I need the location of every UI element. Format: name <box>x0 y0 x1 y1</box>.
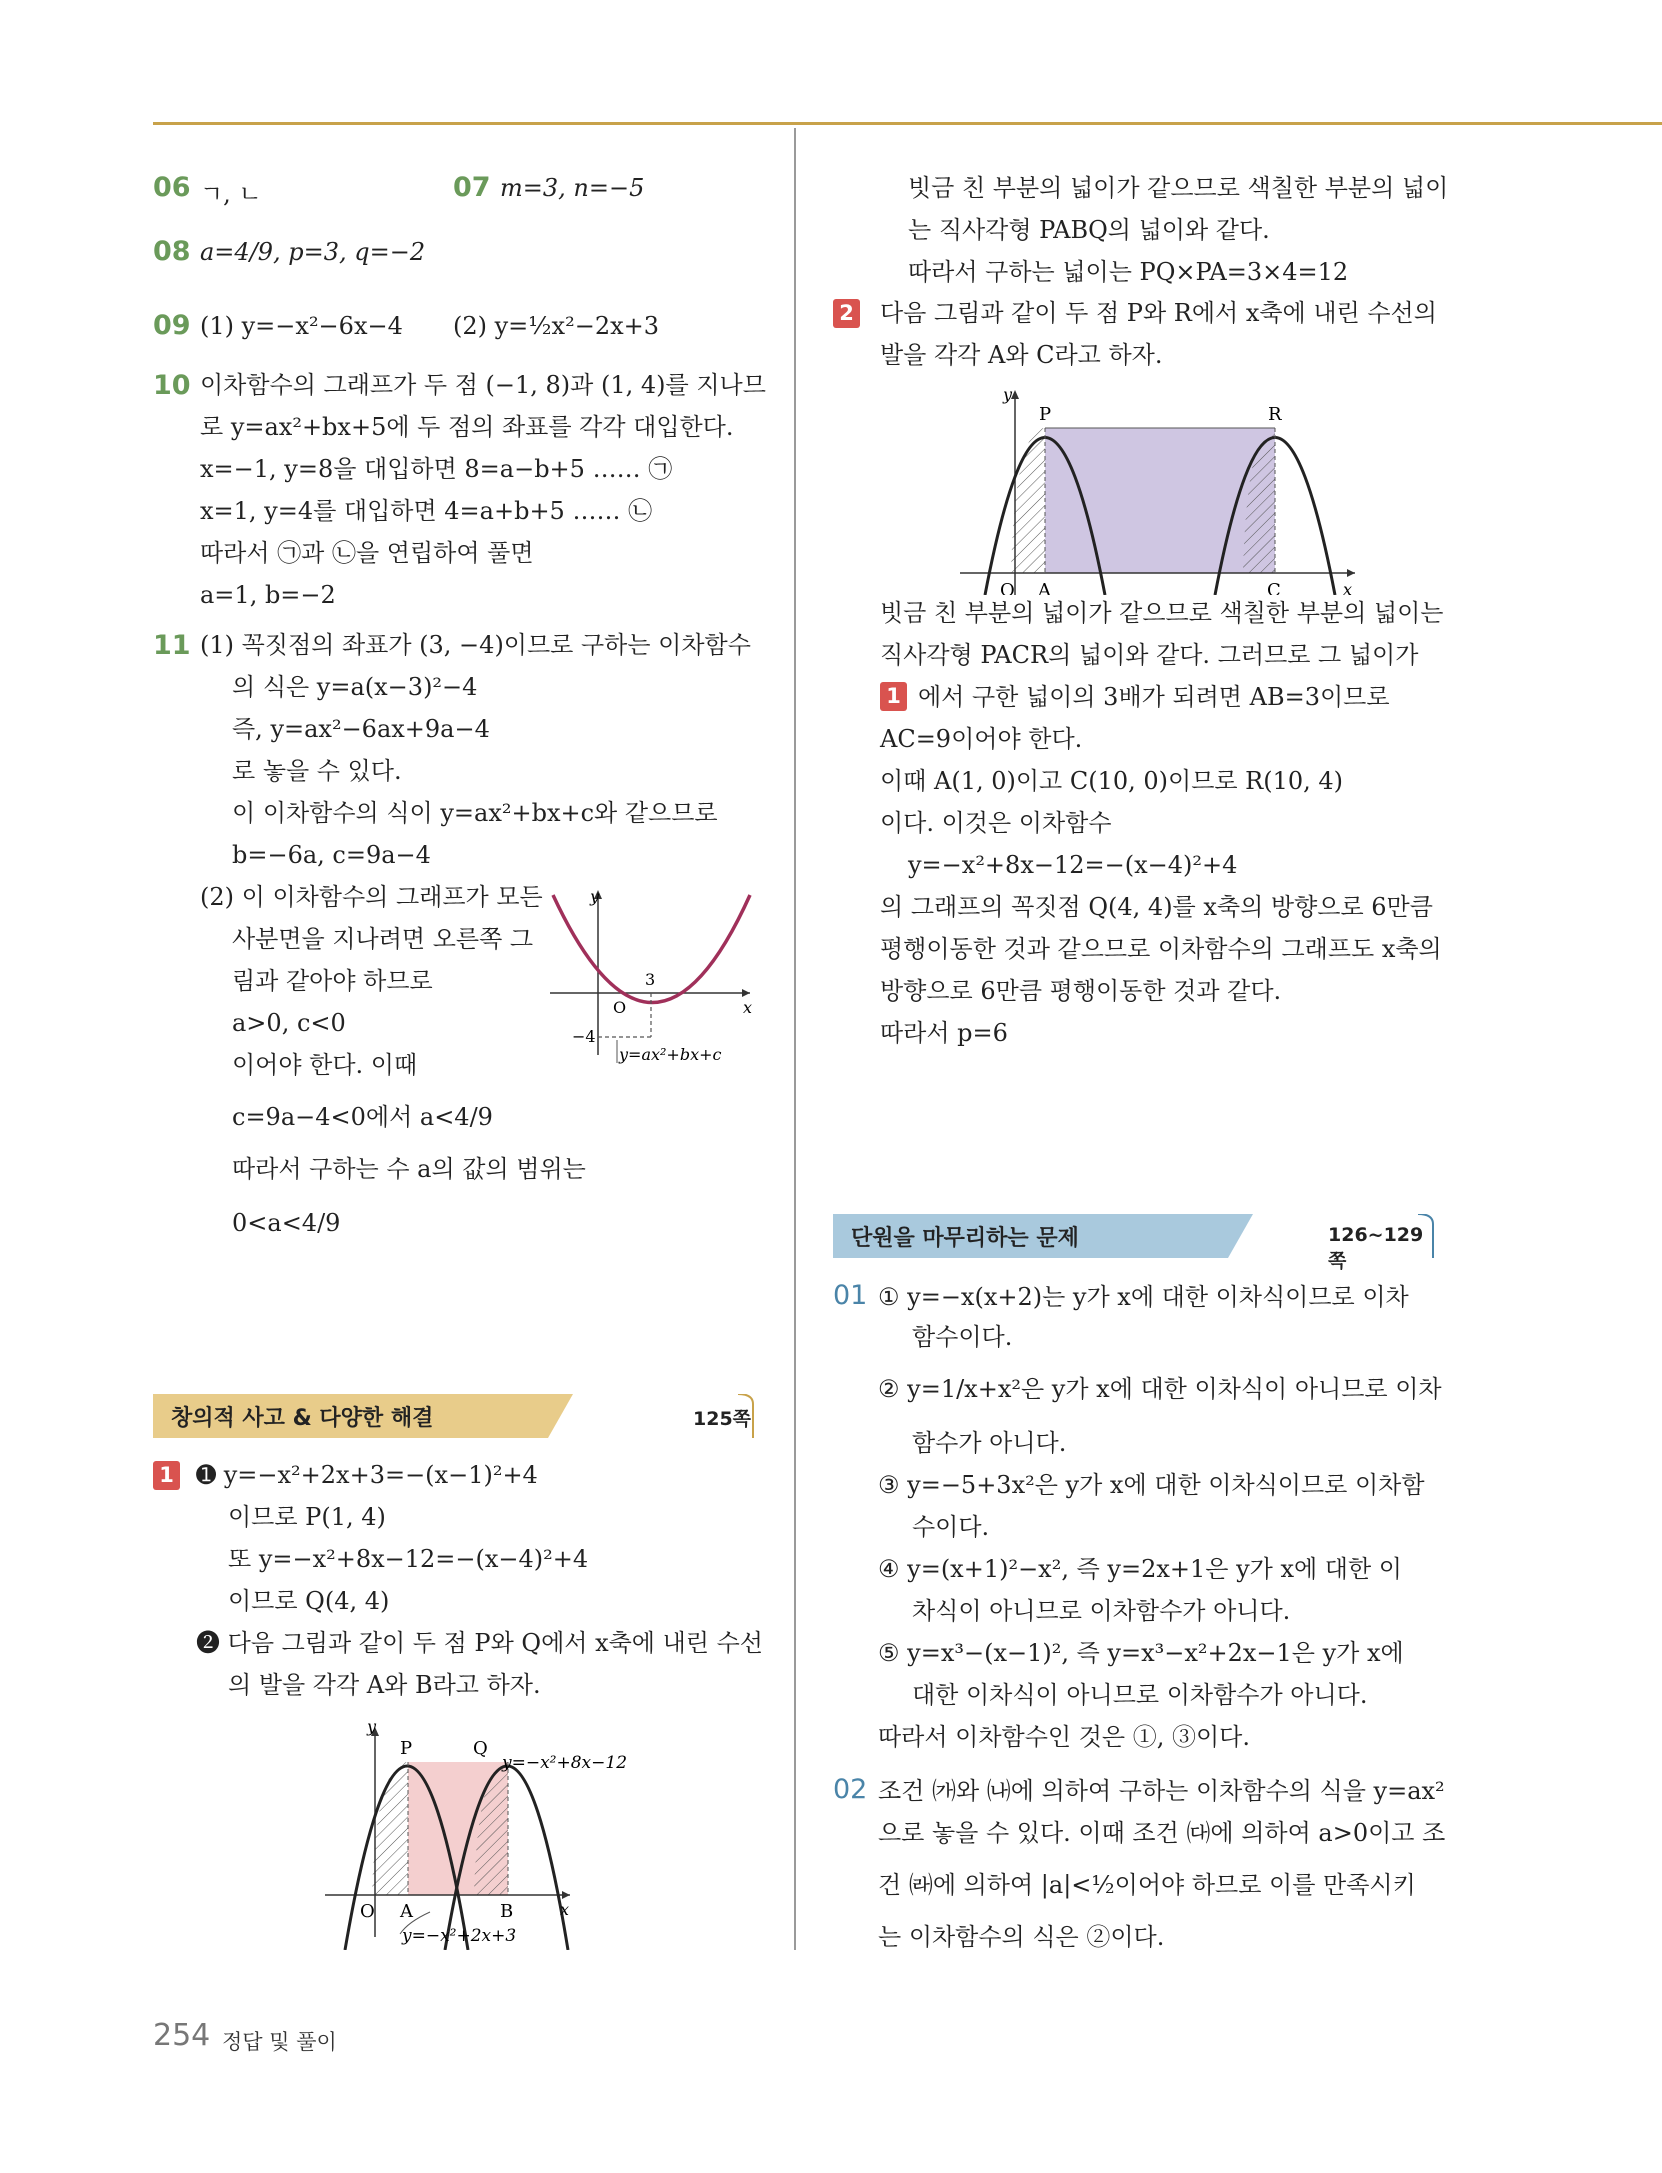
q01-number: 01 <box>833 1280 868 1311</box>
q07-answer: m=3, n=−5 <box>500 174 645 202</box>
q11-graph <box>545 880 765 1070</box>
point-P: P <box>1039 404 1052 425</box>
banner-title: 단원을 마무리하는 문제 <box>851 1225 1079 1251</box>
c2-after-line: 이때 A(1, 0)이고 C(10, 0)이므로 R(10, 4) <box>880 767 1344 795</box>
axis-label-x: x <box>560 1900 570 1919</box>
page-number: 254 <box>153 2018 211 2053</box>
q11-line: 림과 같아야 하므로 <box>232 967 433 995</box>
q09-part1: (1) y=−x²−6x−4 <box>200 312 403 340</box>
axis-label-y: y <box>590 887 600 906</box>
c2-graph <box>955 380 1375 595</box>
banner-creative <box>153 1394 757 1438</box>
c1-line: 의 발을 각각 A와 B라고 하자. <box>228 1671 541 1699</box>
banner-title: 창의적 사고 & 다양한 해결 <box>171 1405 434 1431</box>
q01-line: ① y=−x(x+2)는 y가 x에 대한 이차식이므로 이차 <box>878 1283 1409 1311</box>
c1-line: 이므로 P(1, 4) <box>228 1503 386 1531</box>
q10-number: 10 <box>153 370 191 401</box>
point-P: P <box>400 1738 413 1759</box>
axis-label-y: y <box>367 1717 377 1736</box>
c2-after-line: y=−x²+8x−12=−(x−4)²+4 <box>908 851 1238 879</box>
q11-line: 따라서 구하는 수 a의 값의 범위는 <box>232 1155 586 1183</box>
origin-label: O <box>360 1901 375 1922</box>
axis-label-x: x <box>1343 580 1353 595</box>
q11-line: 의 식은 y=a(x−3)²−4 <box>232 673 478 701</box>
q10-line: x=1, y=4를 대입하면 4=a+b+5 …… ㉡ <box>200 497 653 525</box>
q01-line: 함수이다. <box>912 1323 1013 1351</box>
q01-line: 차식이 아니므로 이차함수가 아니다. <box>912 1597 1291 1625</box>
c2-after-line: 에서 구한 넓이의 3배가 되려면 AB=3이므로 <box>918 683 1390 711</box>
q10-line: 따라서 ㉠과 ㉡을 연립하여 풀면 <box>200 539 534 567</box>
q01-line: ⑤ y=x³−(x−1)², 즉 y=x³−x²+2x−1은 y가 x에 <box>878 1639 1404 1667</box>
q11-line: 즉, y=ax²−6ax+9a−4 <box>232 715 490 743</box>
q10-line: a=1, b=−2 <box>200 581 336 609</box>
q11-number: 11 <box>153 630 191 661</box>
q08-answer: a=4/9, p=3, q=−2 <box>200 238 426 266</box>
q02-line: 으로 놓을 수 있다. 이때 조건 ㈐에 의하여 a>0이고 조 <box>878 1819 1446 1847</box>
q09-number: 09 <box>153 310 191 341</box>
point-Q: Q <box>473 1738 488 1759</box>
q01-line: 함수가 아니다. <box>912 1429 1067 1457</box>
point-A: A <box>1038 580 1051 595</box>
eq-left-label: y=−x²+2x+3 <box>402 1926 517 1946</box>
banner-page: 125쪽 <box>693 1408 752 1430</box>
c2-after-line: 이다. 이것은 이차함수 <box>880 809 1112 837</box>
q06-number: 06 <box>153 172 191 203</box>
c1-graph <box>320 1712 690 1950</box>
q01-line: ② y=1/x+x²은 y가 x에 대한 이차식이 아니므로 이차 <box>878 1375 1442 1403</box>
q01-line: ③ y=−5+3x²은 y가 x에 대한 이차식이므로 이차함 <box>878 1471 1425 1499</box>
q11-line: 사분면을 지나려면 오른쪽 그 <box>232 925 534 953</box>
footer-label: 정답 및 풀이 <box>222 2030 337 2054</box>
top-rule <box>153 122 1662 125</box>
q11-line: 이 이차함수의 식이 y=ax²+bx+c와 같으므로 <box>232 799 718 827</box>
q02-line: 는 이차함수의 식은 ②이다. <box>878 1923 1165 1951</box>
c2-after-line: AC=9이어야 한다. <box>880 725 1083 753</box>
c2-after-line: 평행이동한 것과 같으므로 이차함수의 그래프도 x축의 <box>880 935 1442 963</box>
q01-line: 대한 이차식이 아니므로 이차함수가 아니다. <box>912 1681 1368 1709</box>
origin-label: O <box>613 998 627 1017</box>
axis-label-y: y <box>1003 385 1013 404</box>
c1-line: ➋ 다음 그림과 같이 두 점 P와 Q에서 x축에 내린 수선 <box>196 1629 763 1657</box>
x-axis-arrow <box>562 1891 570 1899</box>
q09-part2: (2) y=½x²−2x+3 <box>453 312 660 340</box>
answer-box-1: 1 <box>153 1460 180 1490</box>
column-divider <box>794 128 796 1950</box>
q10-line: 이차함수의 그래프가 두 점 (−1, 8)과 (1, 4)를 지나므 <box>200 371 766 399</box>
q07-number: 07 <box>453 172 491 203</box>
c2-line: 발을 각각 A와 C라고 하자. <box>880 341 1163 369</box>
q11-line: c=9a−4<0에서 a<4/9 <box>232 1103 493 1131</box>
c1-line: ➊ y=−x²+2x+3=−(x−1)²+4 <box>196 1461 538 1489</box>
point-R: R <box>1268 404 1282 425</box>
q11-line: 0<a<4/9 <box>232 1209 341 1237</box>
right-top-line: 빗금 친 부분의 넓이가 같으므로 색칠한 부분의 넓이 <box>908 174 1449 202</box>
q01-line: ④ y=(x+1)²−x², 즉 y=2x+1은 y가 x에 대한 이 <box>878 1555 1402 1583</box>
right-top-line: 따라서 구하는 넓이는 PQ×PA=3×4=12 <box>908 258 1349 286</box>
c2-after-line: 직사각형 PACR의 넓이와 같다. 그러므로 그 넓이가 <box>880 641 1419 669</box>
q11-line: a>0, c<0 <box>232 1009 346 1037</box>
x-axis-arrow <box>742 989 750 997</box>
tick-3: 3 <box>645 970 656 989</box>
ref-box-1: 1 <box>880 681 907 711</box>
c2-after-line: 방향으로 6만큼 평행이동한 것과 같다. <box>880 977 1282 1005</box>
q11-line: 이어야 한다. 이때 <box>232 1051 418 1079</box>
q02-number: 02 <box>833 1774 868 1805</box>
banner-page: 126~129쪽 <box>1328 1224 1424 1272</box>
q10-line: 로 y=ax²+bx+5에 두 점의 좌표를 각각 대입한다. <box>200 413 734 441</box>
banner-unit-review <box>833 1214 1437 1272</box>
point-B: B <box>500 1901 514 1922</box>
tick-neg4: −4 <box>572 1027 596 1046</box>
y-axis-arrow <box>1011 390 1019 399</box>
c2-after-line: 의 그래프의 꼭짓점 Q(4, 4)를 x축의 방향으로 6만큼 <box>880 893 1433 921</box>
right-top-line: 는 직사각형 PABQ의 넓이와 같다. <box>908 216 1270 244</box>
q06-answer: ㄱ, ㄴ <box>200 180 262 208</box>
c2-after-line: 따라서 p=6 <box>880 1019 1008 1047</box>
c2-after-line: 빗금 친 부분의 넓이가 같으므로 색칠한 부분의 넓이는 <box>880 599 1444 627</box>
c1-line: 이므로 Q(4, 4) <box>228 1587 390 1615</box>
shaded-rectangle <box>1045 428 1275 573</box>
origin-label: O <box>1000 580 1015 595</box>
equation-label: y=ax²+bx+c <box>619 1045 722 1064</box>
q11-line: (2) 이 이차함수의 그래프가 모든 <box>200 883 543 911</box>
axis-label-x: x <box>743 998 753 1017</box>
q01-line: 따라서 이차함수인 것은 ①, ③이다. <box>878 1723 1250 1751</box>
c1-line: 또 y=−x²+8x−12=−(x−4)²+4 <box>228 1545 589 1573</box>
point-C: C <box>1267 580 1281 595</box>
q02-line: 건 ㈑에 의하여 |a|<½이어야 하므로 이를 만족시키 <box>878 1871 1416 1899</box>
eq-right-label: y=−x²+8x−12 <box>502 1753 628 1773</box>
answer-box-2: 2 <box>833 298 860 328</box>
x-axis-arrow <box>1347 569 1355 577</box>
q11-line: (1) 꼭짓점의 좌표가 (3, −4)이므로 구하는 이차함수 <box>200 631 751 659</box>
point-A: A <box>400 1901 413 1922</box>
c2-line: 다음 그림과 같이 두 점 P와 R에서 x축에 내린 수선의 <box>880 299 1437 327</box>
q08-number: 08 <box>153 236 191 267</box>
q11-line: b=−6a, c=9a−4 <box>232 841 431 869</box>
q10-line: x=−1, y=8을 대입하면 8=a−b+5 …… ㉠ <box>200 455 673 483</box>
q02-line: 조건 ㈎와 ㈏에 의하여 구하는 이차함수의 식을 y=ax² <box>878 1777 1445 1805</box>
q01-line: 수이다. <box>912 1513 990 1541</box>
q11-line: 로 놓을 수 있다. <box>232 757 402 785</box>
